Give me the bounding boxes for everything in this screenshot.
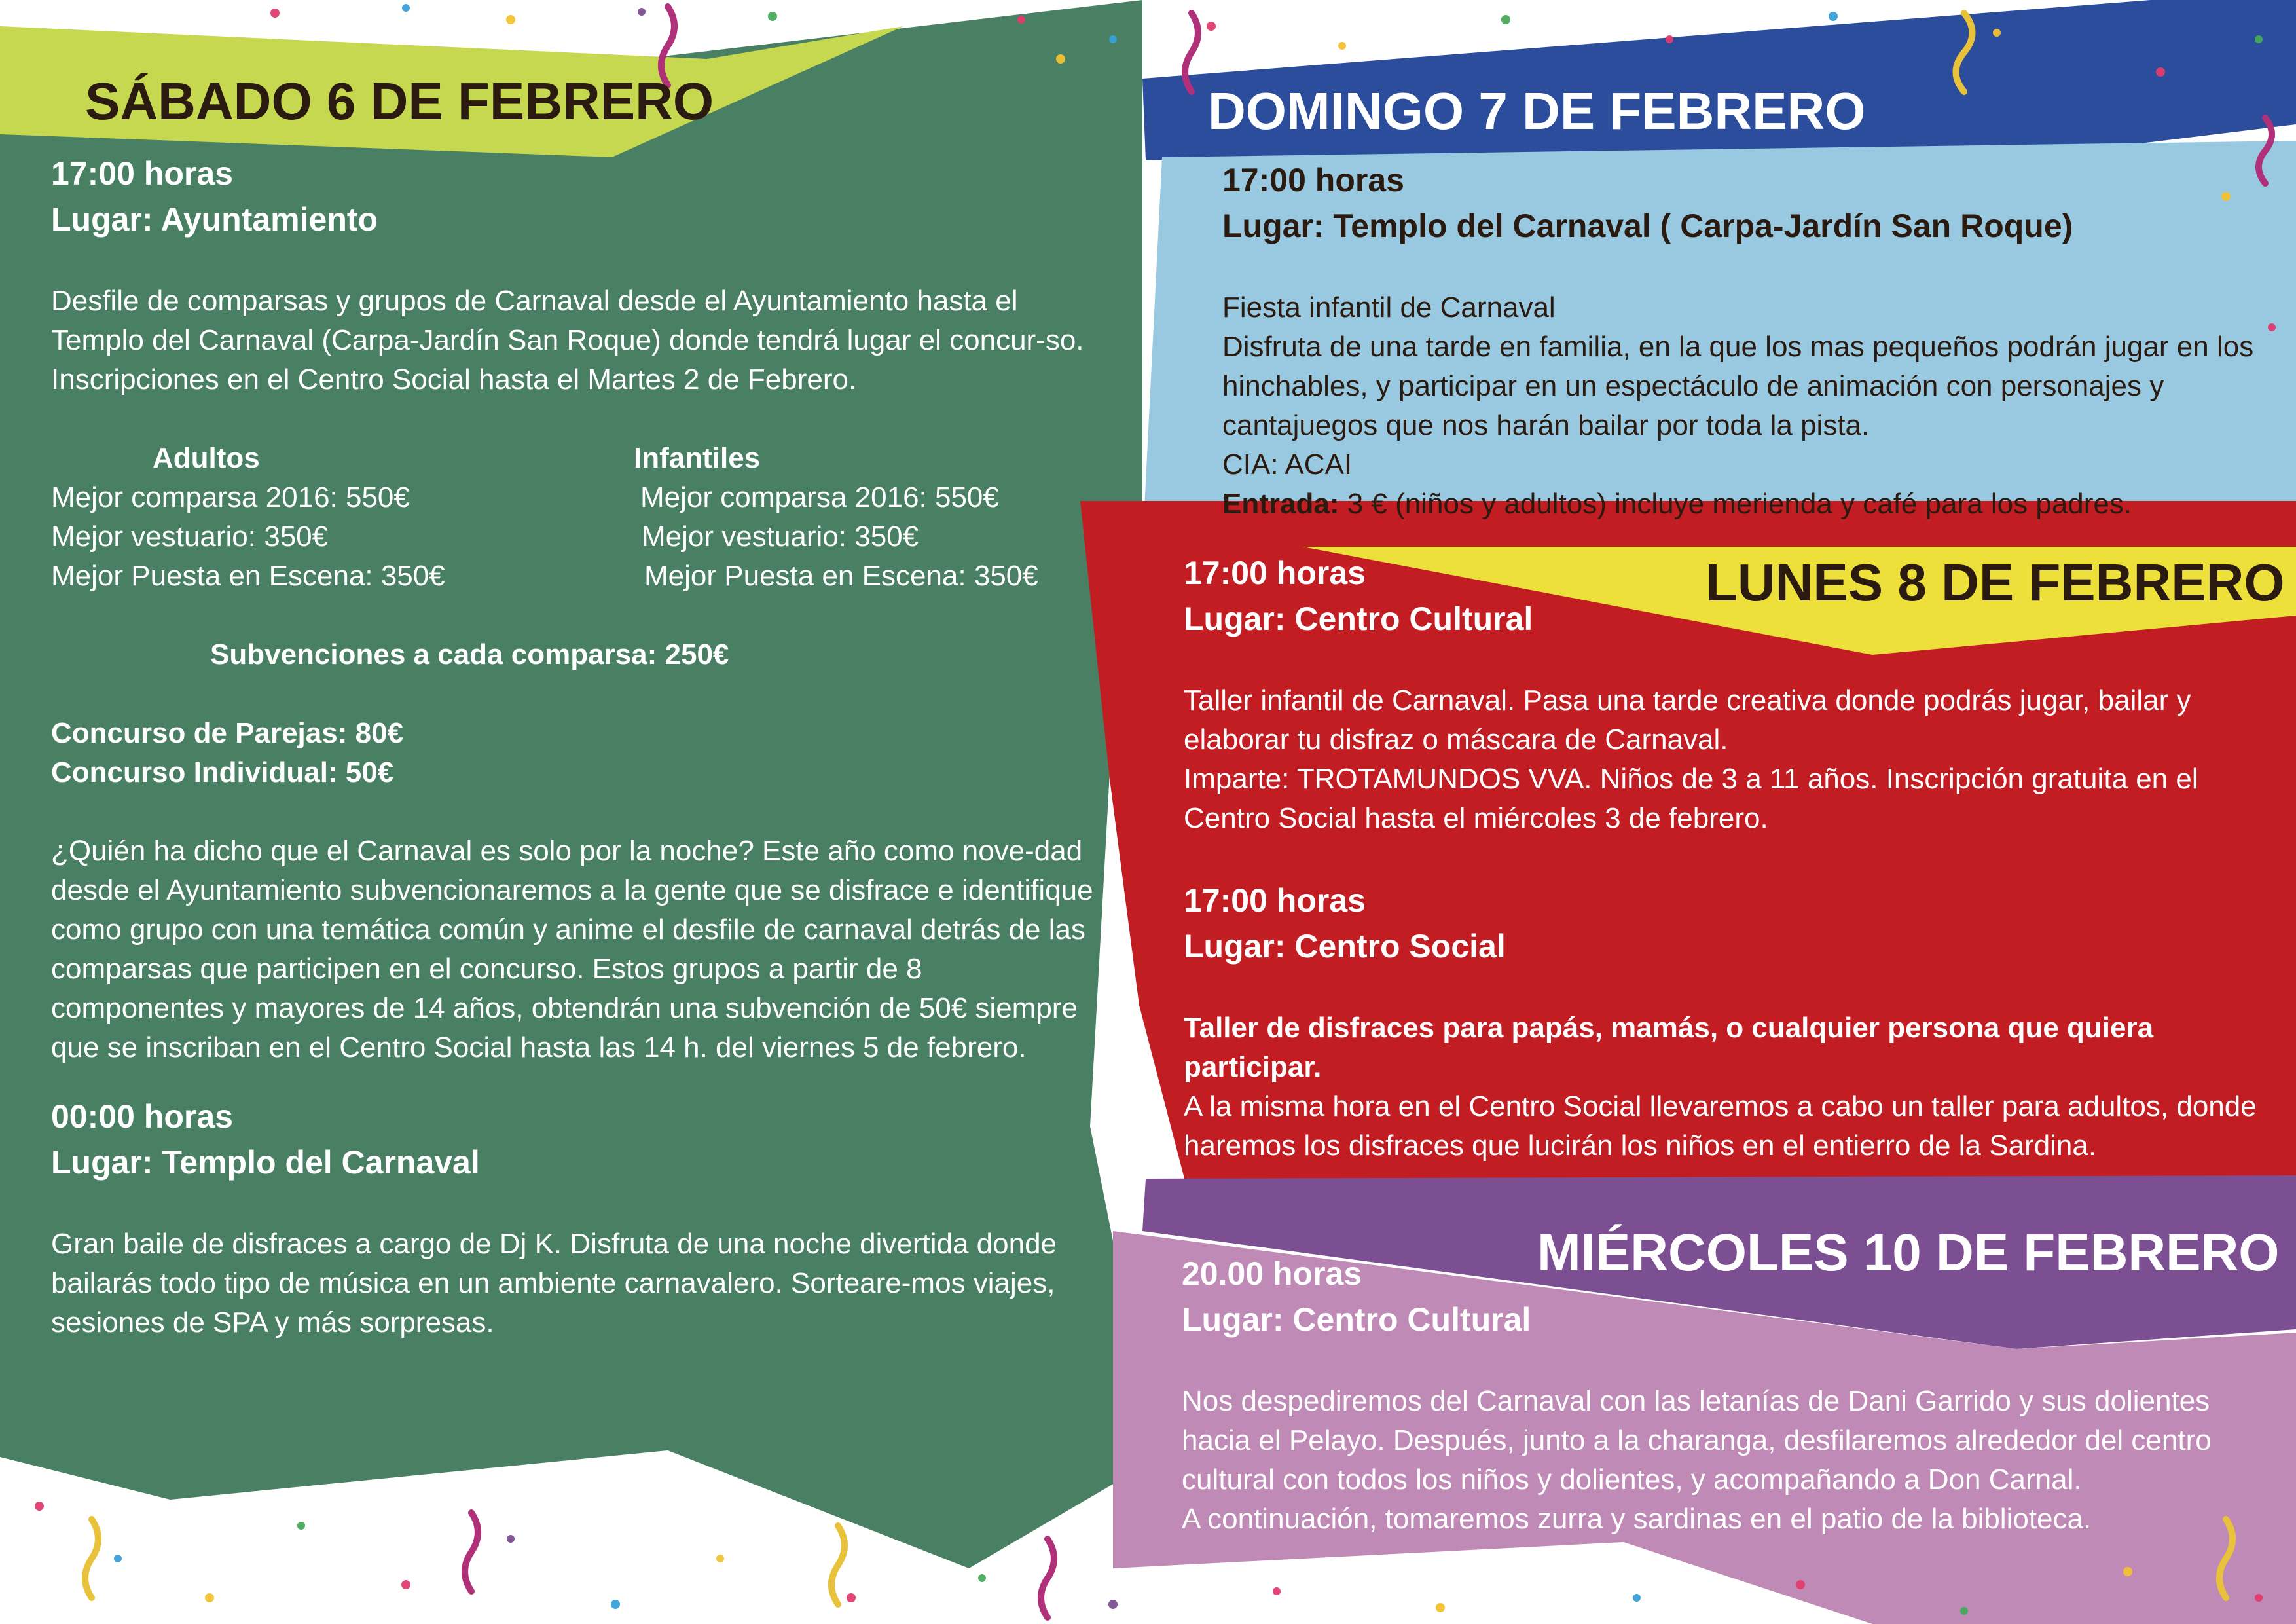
sabado-place-2: Lugar: Templo del Carnaval (51, 1144, 480, 1181)
miercoles-content (1182, 1251, 2269, 1539)
sabado-title: SÁBADO 6 DE FEBRERO (85, 72, 714, 130)
domingo-place: Lugar: Templo del Carnaval ( Carpa-Jardín San Roque) (1222, 208, 2073, 244)
domingo-content (1222, 157, 2270, 524)
adultos-item: Mejor Puesta en Escena: 350€ (51, 560, 445, 592)
infantiles-item: Mejor vestuario: 350€ (642, 521, 919, 553)
entrada-label: Entrada: (1222, 488, 1339, 520)
sabado-content (51, 151, 1099, 1342)
lunes-place-1: Lugar: Centro Cultural (1184, 600, 1533, 637)
concurso-individual: Concurso Individual: 50€ (51, 756, 394, 788)
miercoles-desc-b: A continuación, tomaremos zurra y sardinas en el patio de la biblioteca. (1182, 1503, 2092, 1535)
lunes-time-2: 17:00 horas (1184, 882, 1366, 919)
lunes-content (1184, 550, 2257, 1166)
adultos-heading: Adultos (153, 442, 260, 474)
domingo-entrada (1222, 485, 2270, 524)
subvenciones: Subvenciones a cada comparsa: 250€ (210, 638, 729, 671)
sabado-time-1: 17:00 horas (51, 155, 233, 192)
infantiles-item: Mejor Puesta en Escena: 350€ (644, 560, 1038, 592)
sabado-desc-3: Gran baile de disfraces a cargo de Dj K. Disfruta de una noche divertida donde bailarás todo tipo de música en un ambiente carnavalero. Sorteare-mos viajes, sesiones de SPA y más sorpresas. (51, 1228, 1057, 1338)
miercoles-desc: Nos despediremos del Carnaval con las letanías de Dani Garrido y sus dolientes hacia el Pelayo. Después, junto a la charanga, desfilaremos alrededor del centro cultural con todos los niños y dolientes, y acompañando a Don Carnal. (1182, 1385, 2212, 1496)
sabado-desc-1: Desfile de comparsas y grupos de Carnaval desde el Ayuntamiento hasta el Templo del Carnaval (Carpa-Jardín San Roque) donde tendrá lugar el concur-so. Inscripciones en el Centro Social hasta el Martes 2 de Febrero. (51, 285, 1084, 396)
domingo-cia: CIA: ACAI (1222, 449, 1353, 481)
domingo-event: Fiesta infantil de Carnaval (1222, 291, 1556, 323)
lunes-title: LUNES 8 DE FEBRERO (1705, 553, 2285, 612)
infantiles-item: Mejor comparsa 2016: 550€ (640, 481, 999, 513)
lunes-desc-2: A la misma hora en el Centro Social llevaremos a cabo un taller para adultos, donde haremos los disfraces que lucirán los niños en el entierro de la Sardina. (1184, 1090, 2257, 1162)
sabado-desc-2: ¿Quién ha dicho que el Carnaval es solo por la noche? Este año como nove-dad desde el Ayuntamiento subvencionaremos a la gente que se disfrace e identifique como grupo con una temática común y anime el desfile de carnaval detrás de las comparsas que participen en el concurso. Estos grupos a partir de 8 componentes y mayores de 14 años, obtendrán una subvención de 50€ siempre que se inscriban en el Centro Social hasta las 14 h. del viernes 5 de febrero. (51, 835, 1093, 1063)
sabado-place-1: Lugar: Ayuntamiento (51, 201, 378, 238)
sabado-time-2: 00:00 horas (51, 1098, 233, 1135)
entrada-text: 3 € (niños y adultos) incluye merienda y café para los padres. (1339, 488, 2132, 520)
domingo-time: 17:00 horas (1222, 162, 1404, 198)
domingo-desc: Disfruta de una tarde en familia, en la que los mas pequeños podrán jugar en los hinchables, y participar en un espectáculo de animación con personajes y cantajuegos que nos harán bailar por toda la pista. (1222, 331, 2254, 441)
lunes-desc-1b: Imparte: TROTAMUNDOS VVA. Niños de 3 a 11 años. Inscripción gratuita en el Centro Social hasta el miércoles 3 de febrero. (1184, 763, 2198, 834)
infantiles-column (634, 439, 1105, 596)
lunes-place-2: Lugar: Centro Social (1184, 928, 1506, 965)
lunes-desc-1: Taller infantil de Carnaval. Pasa una tarde creativa donde podrás jugar, bailar y elaborar tu disfraz o máscara de Carnaval. (1184, 684, 2191, 756)
infantiles-heading: Infantiles (634, 442, 761, 474)
lunes-taller-title: Taller de disfraces para papás, mamás, o cualquier persona que quiera participar. (1184, 1012, 2154, 1083)
miercoles-place: Lugar: Centro Cultural (1182, 1301, 1531, 1338)
adultos-column (51, 439, 588, 596)
domingo-title: DOMINGO 7 DE FEBRERO (1208, 82, 1866, 140)
lunes-time-1: 17:00 horas (1184, 555, 1366, 591)
concurso-parejas: Concurso de Parejas: 80€ (51, 717, 404, 749)
miercoles-time: 20.00 horas (1182, 1255, 1362, 1292)
miercoles-title: MIÉRCOLES 10 DE FEBRERO (1537, 1223, 2280, 1282)
sabado-prizes (51, 439, 1099, 596)
adultos-item: Mejor vestuario: 350€ (51, 521, 329, 553)
adultos-item: Mejor comparsa 2016: 550€ (51, 481, 410, 513)
